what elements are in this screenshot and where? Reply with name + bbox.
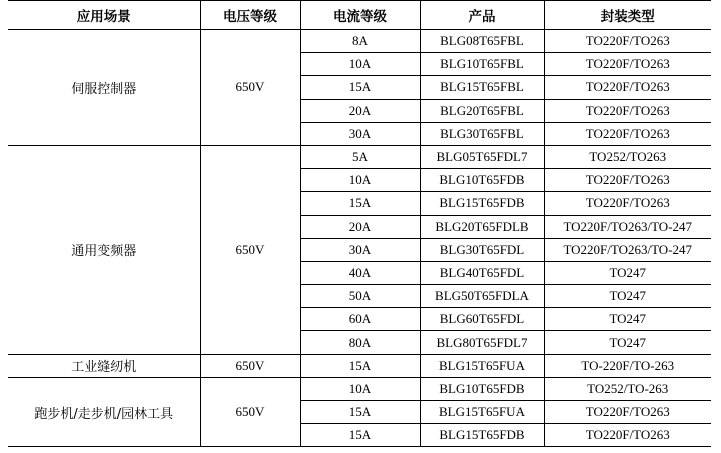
package-cell: TO247 (544, 261, 711, 284)
current-cell: 15A (300, 192, 420, 215)
table-row (8, 354, 711, 377)
product-cell: BLG10T65FDB (420, 377, 544, 400)
scene-cell: 跑步机/走步机/园林工具 (8, 377, 200, 447)
voltage-cell: 650V (200, 145, 300, 354)
table-row (8, 377, 711, 400)
product-cell: BLG20T65FDLB (420, 215, 544, 238)
product-cell: BLG10T65FBL (420, 53, 544, 76)
product-cell: BLG08T65FBL (420, 30, 544, 53)
product-cell: BLG30T65FBL (420, 122, 544, 145)
product-cell: BLG50T65FDLA (420, 285, 544, 308)
product-cell: BLG10T65FDB (420, 169, 544, 192)
product-cell: BLG40T65FDL (420, 261, 544, 284)
package-cell: TO220F/TO263 (544, 169, 711, 192)
product-cell: BLG05T65FDL7 (420, 145, 544, 168)
product-cell: BLG20T65FBL (420, 99, 544, 122)
product-cell: BLG15T65FUA (420, 401, 544, 424)
current-cell: 30A (300, 238, 420, 261)
header-scene: 应用场景 (8, 1, 200, 30)
product-cell: BLG15T65FDB (420, 192, 544, 215)
voltage-cell: 650V (200, 30, 300, 146)
package-cell: TO220F/TO263 (544, 122, 711, 145)
current-cell: 30A (300, 122, 420, 145)
package-cell: TO220F/TO263 (544, 192, 711, 215)
current-cell: 50A (300, 285, 420, 308)
header-voltage: 电压等级 (200, 1, 300, 30)
current-cell: 8A (300, 30, 420, 53)
package-cell: TO-220F/TO-263 (544, 354, 711, 377)
product-cell: BLG15T65FUA (420, 354, 544, 377)
current-cell: 10A (300, 53, 420, 76)
table-row (8, 30, 711, 53)
product-cell: BLG80T65FDL7 (420, 331, 544, 354)
package-cell: TO252/TO263 (544, 145, 711, 168)
package-cell: TO220F/TO263 (544, 401, 711, 424)
header-product: 产品 (420, 1, 544, 30)
current-cell: 15A (300, 424, 420, 447)
current-cell: 15A (300, 76, 420, 99)
header-current: 电流等级 (300, 1, 420, 30)
voltage-cell: 650V (200, 354, 300, 377)
package-cell: TO247 (544, 308, 711, 331)
package-cell: TO220F/TO263 (544, 30, 711, 53)
package-cell: TO220F/TO263 (544, 53, 711, 76)
current-cell: 5A (300, 145, 420, 168)
table-header (8, 1, 711, 30)
product-cell: BLG60T65FDL (420, 308, 544, 331)
voltage-cell: 650V (200, 377, 300, 447)
header-package: 封装类型 (544, 1, 711, 30)
current-cell: 20A (300, 99, 420, 122)
current-cell: 20A (300, 215, 420, 238)
current-cell: 15A (300, 401, 420, 424)
package-cell: TO220F/TO263/TO-247 (544, 238, 711, 261)
table-body (8, 30, 711, 447)
product-cell: BLG30T65FDL (420, 238, 544, 261)
current-cell: 10A (300, 377, 420, 400)
current-cell: 10A (300, 169, 420, 192)
scene-cell: 伺服控制器 (8, 30, 200, 146)
package-cell: TO220F/TO263 (544, 424, 711, 447)
package-cell: TO220F/TO263/TO-247 (544, 215, 711, 238)
product-cell: BLG15T65FBL (420, 76, 544, 99)
scene-cell: 工业缝纫机 (8, 354, 200, 377)
package-cell: TO220F/TO263 (544, 76, 711, 99)
scene-cell: 通用变频器 (8, 145, 200, 354)
table-row (8, 145, 711, 168)
current-cell: 40A (300, 261, 420, 284)
package-cell: TO252/TO-263 (544, 377, 711, 400)
current-cell: 60A (300, 308, 420, 331)
current-cell: 15A (300, 354, 420, 377)
current-cell: 80A (300, 331, 420, 354)
product-table (8, 0, 711, 447)
package-cell: TO220F/TO263 (544, 99, 711, 122)
package-cell: TO247 (544, 331, 711, 354)
package-cell: TO247 (544, 285, 711, 308)
product-cell: BLG15T65FDB (420, 424, 544, 447)
header-row (8, 1, 711, 30)
